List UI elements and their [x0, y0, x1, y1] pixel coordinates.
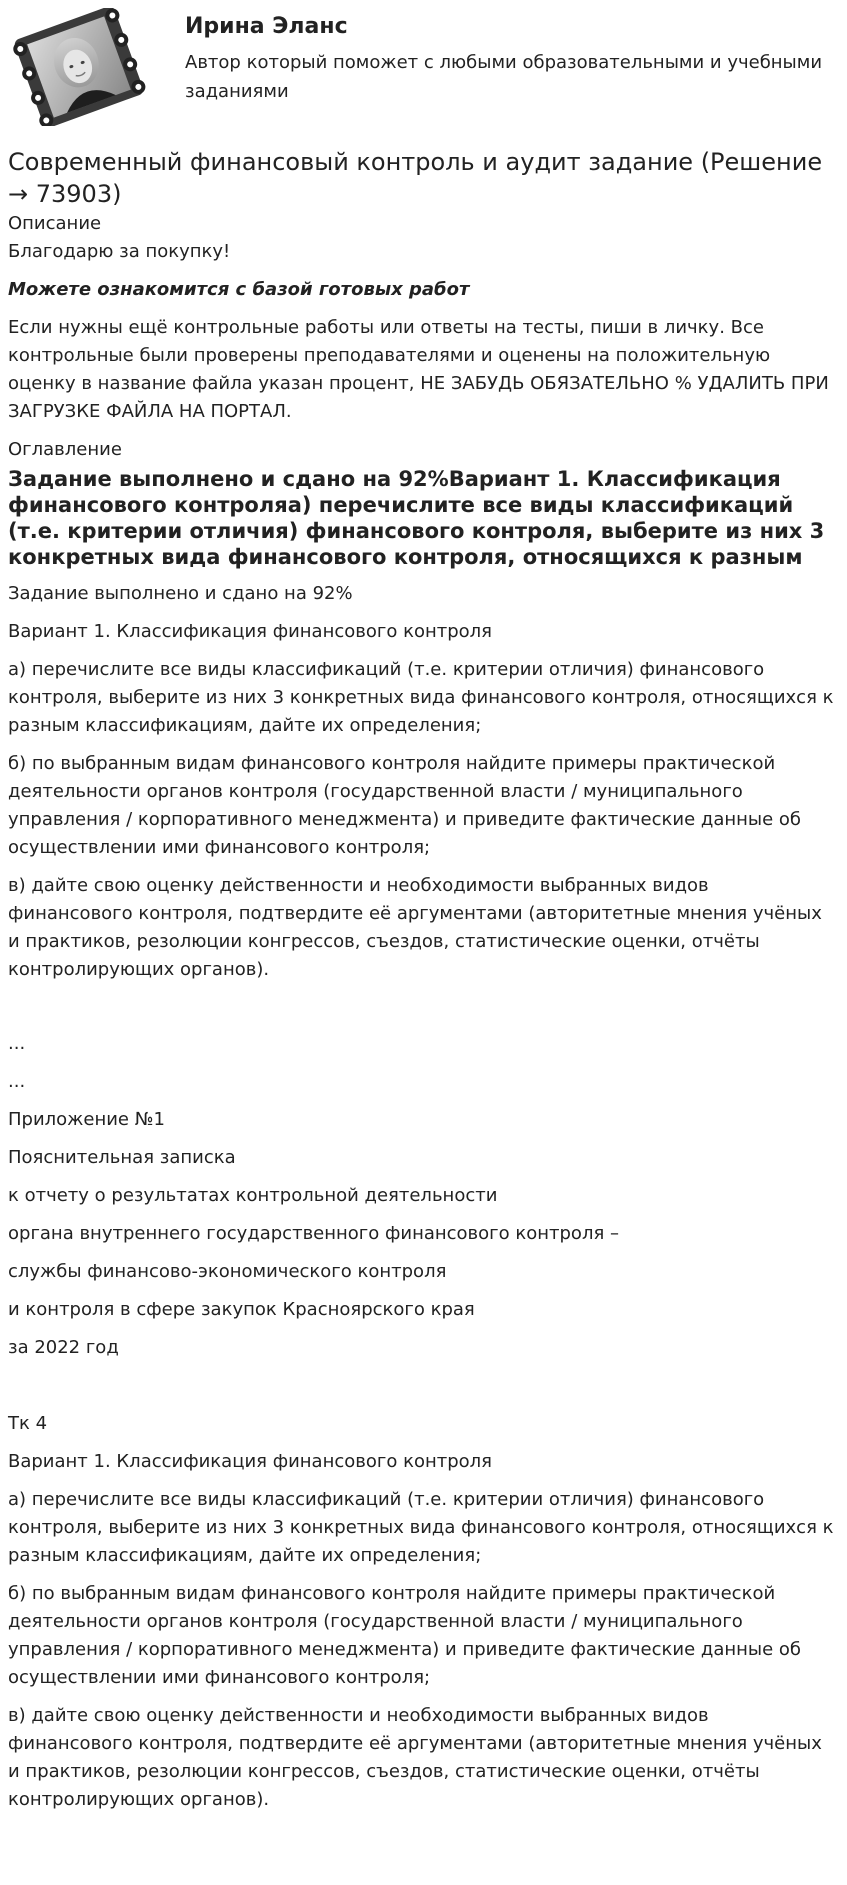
document-body: [8, 143, 838, 1814]
task-a: а) перечислите все виды классификаций (т.е. критерии отличия) финансового контроля, выберите из них 3 конкретных вида финансового контроля, относящихся к разным классификациям, дайте их определения;: [8, 659, 834, 736]
task-b: б) по выбранным видам финансового контроля найдите примеры практической деятельности органов контроля (государственной власти / муниципального управления / корпоративного менеджмента) и приведите фактические данные об осуществлении ими финансового контроля;: [8, 753, 802, 858]
notice-text: Если нужны ещё контрольные работы или ответы на тесты, пиши в личку. Все контрольные были проверены преподавателями и оценены на положительную оценку в название файла указан процент, НЕ ЗАБУДЬ ОБЯЗАТЕЛЬНО % УДАЛИТЬ ПРИ ЗАГРУЗКЕ ФАЙЛА НА ПОРТАЛ.: [8, 317, 829, 422]
note-line-5: за 2022 год: [8, 1337, 119, 1358]
status-text: Задание выполнено и сдано на 92%: [8, 583, 353, 604]
note-line-3: службы финансово-экономического контроля: [8, 1261, 447, 1282]
base-link[interactable]: Можете ознакомится с базой готовых работ: [8, 279, 470, 300]
task-c-repeat: в) дайте свою оценку действенности и необходимости выбранных видов финансового контроля, подтвердите её аргументами (авторитетные мнения учёных и практиков, резолюции конгрессов, съездов, статистические оценки, отчёты контролирующих органов).: [8, 1705, 822, 1810]
note-line-2: органа внутреннего государственного финансового контроля –: [8, 1223, 619, 1244]
note-line-4: и контроля в сфере закупок Красноярского края: [8, 1299, 475, 1320]
task-c: в) дайте свою оценку действенности и необходимости выбранных видов финансового контроля, подтвердите её аргументами (авторитетные мнения учёных и практиков, резолюции конгрессов, съездов, статистические оценки, отчёты контролирующих органов).: [8, 875, 822, 980]
author-description: Автор который поможет с любыми образовательными и учебными заданиями: [185, 52, 823, 102]
note-line-1: к отчету о результатах контрольной деятельности: [8, 1185, 498, 1206]
toc-heading: Задание выполнено и сдано на 92%Вариант 1. Классификация финансового контроляа) перечислите все виды классификаций (т.е. критерии отличия) финансового контроля, выберите из них 3 конкретных вида финансового контроля, относящихся к разным: [8, 467, 825, 569]
task-b-repeat: б) по выбранным видам финансового контроля найдите примеры практической деятельности органов контроля (государственной власти / муниципального управления / корпоративного менеджмента) и приведите фактические данные об осуществлении ими финансового контроля;: [8, 1583, 802, 1688]
ellipsis-2: ...: [8, 1071, 26, 1092]
variant-title-repeat: Вариант 1. Классификация финансового контроля: [8, 1451, 492, 1472]
thanks-text: Благодарю за покупку!: [8, 241, 231, 262]
author-card: [0, 0, 847, 135]
author-avatar-icon[interactable]: [8, 8, 150, 126]
tk-label: Тк 4: [8, 1413, 48, 1434]
description-label: Описание: [8, 213, 102, 234]
page-title: Современный финансовый контроль и аудит задание (Решение → 73903): [8, 148, 823, 208]
variant-title: Вариант 1. Классификация финансового контроля: [8, 621, 492, 642]
toc-label: Оглавление: [8, 439, 122, 460]
appendix-label: Приложение №1: [8, 1109, 165, 1130]
author-name[interactable]: Ирина Эланс: [185, 14, 348, 39]
task-a-repeat: а) перечислите все виды классификаций (т.е. критерии отличия) финансового контроля, выберите из них 3 конкретных вида финансового контроля, относящихся к разным классификациям, дайте их определения;: [8, 1489, 834, 1566]
note-title: Пояснительная записка: [8, 1147, 236, 1168]
ellipsis-1: ...: [8, 1033, 26, 1054]
